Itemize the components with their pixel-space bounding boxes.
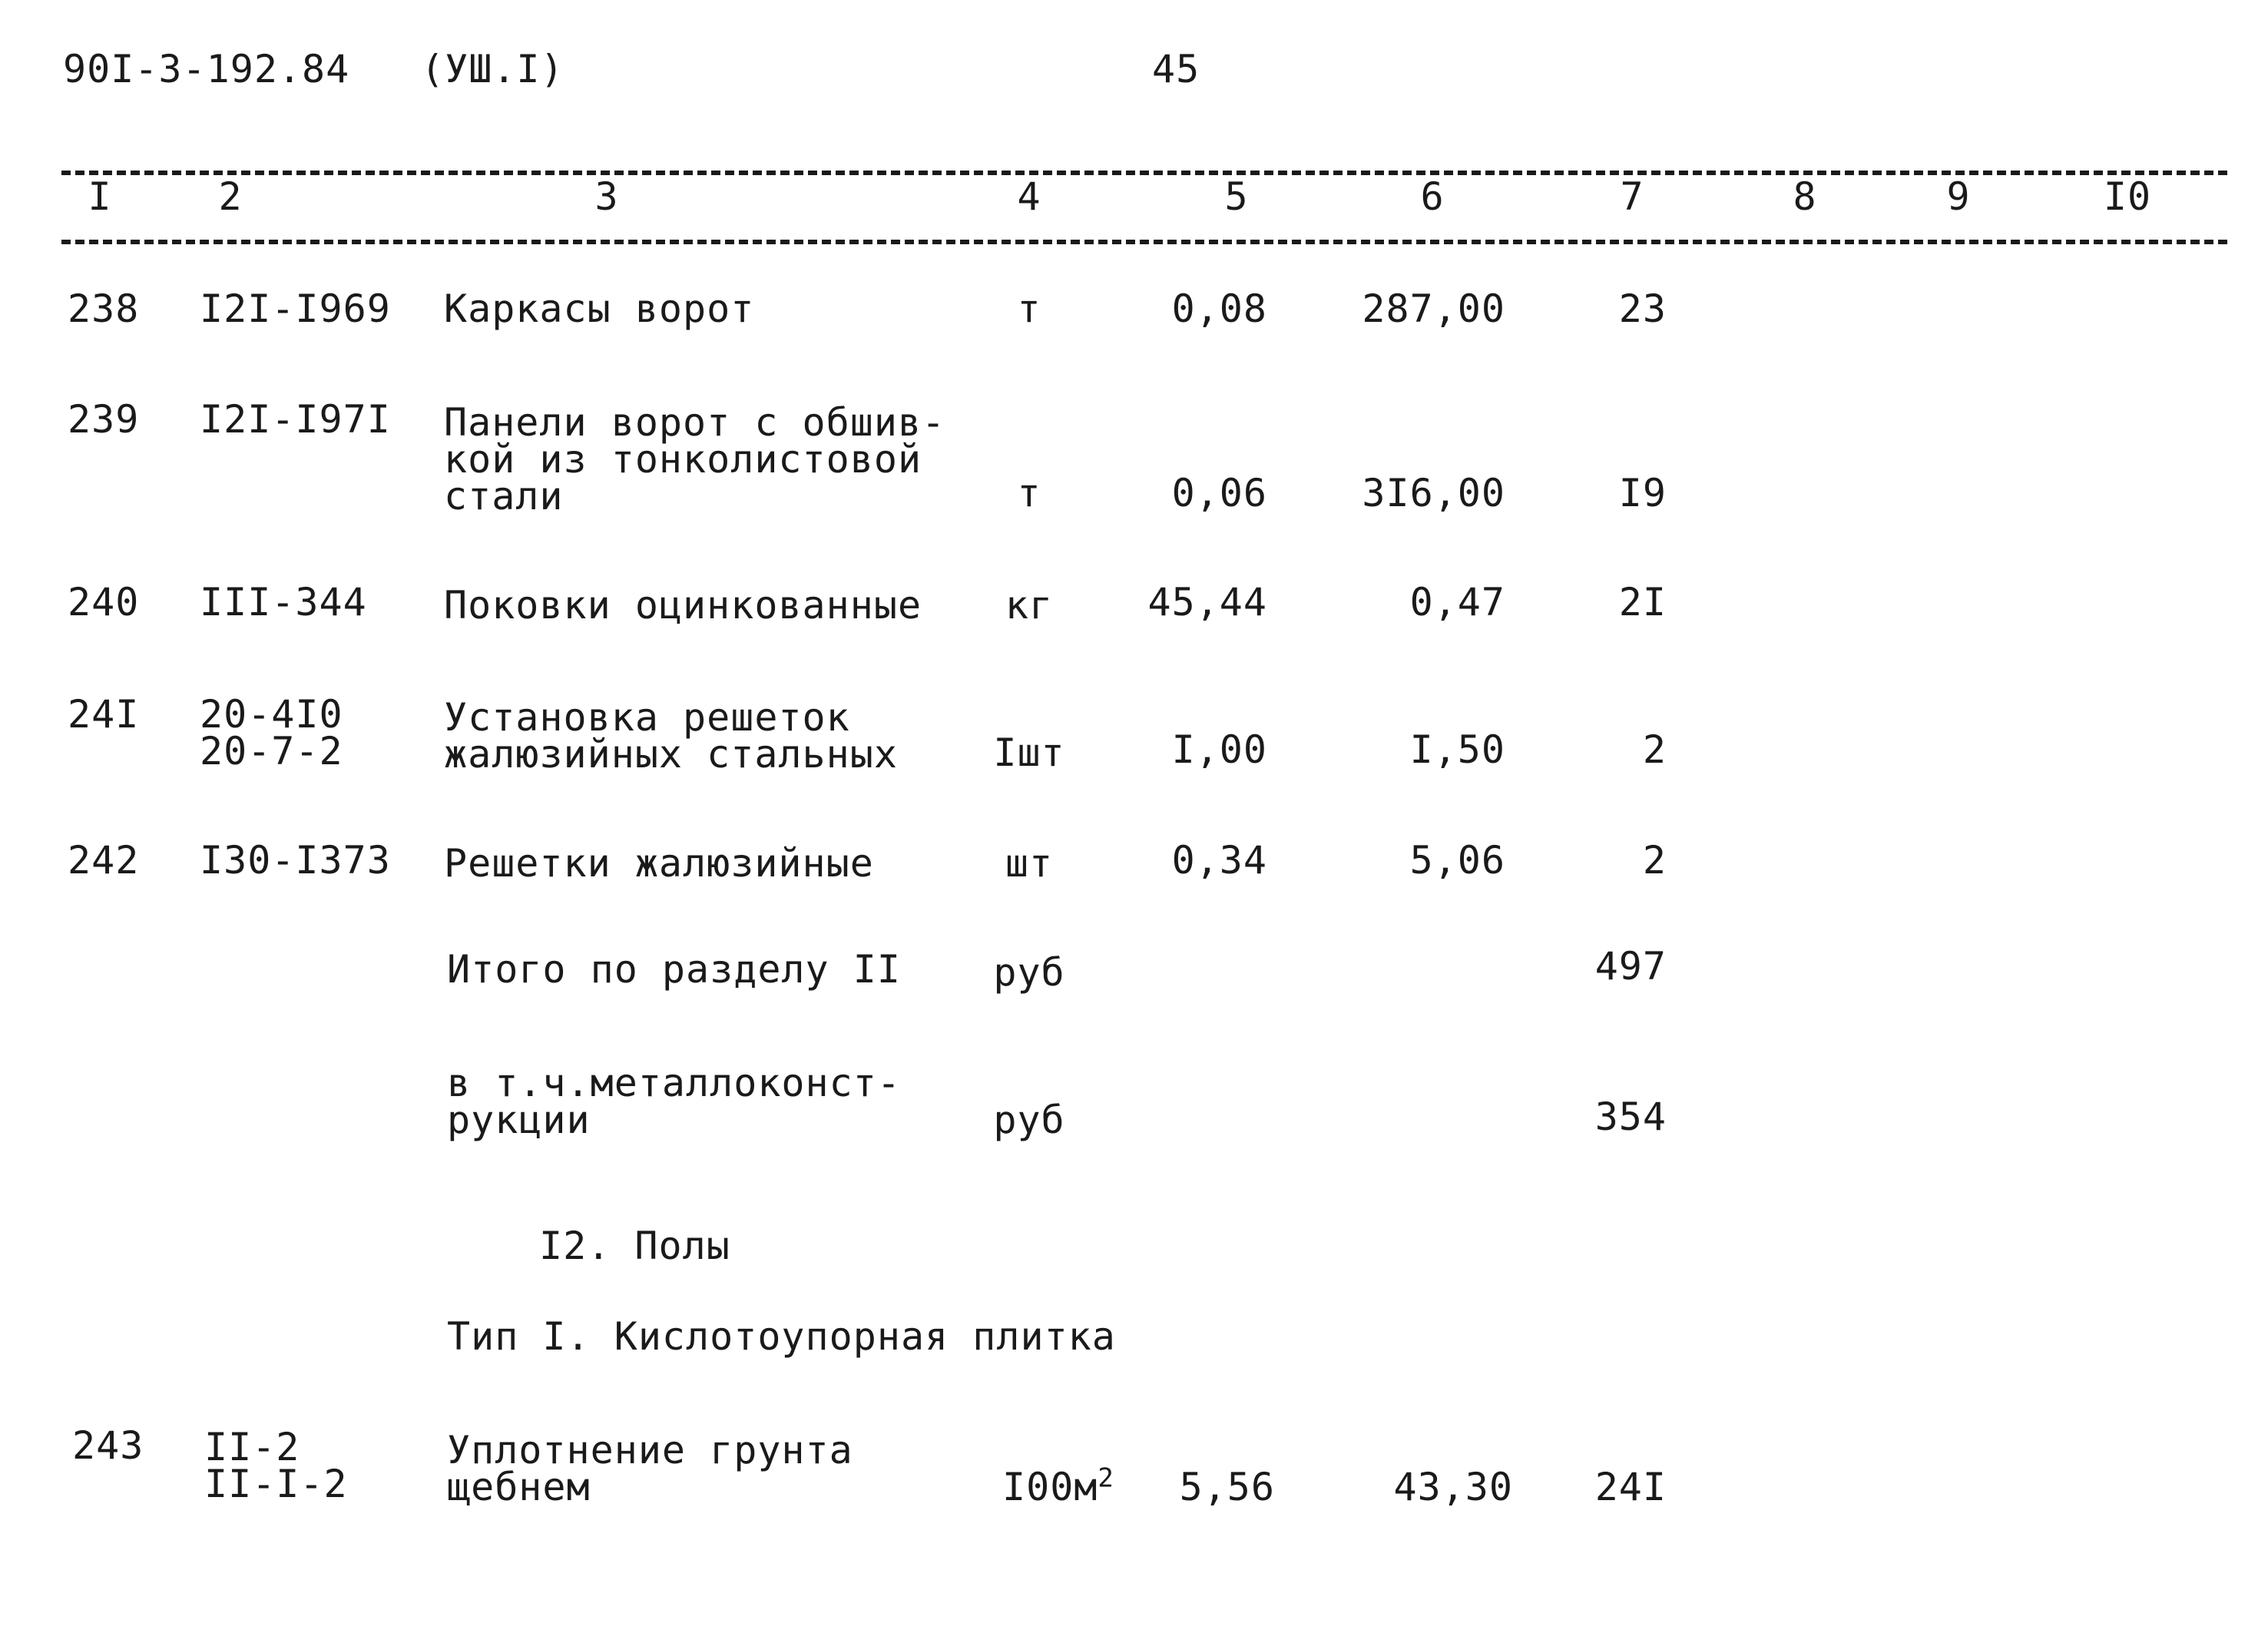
unit-price: 3I6,00 <box>1362 471 1505 515</box>
col-header-9: 9 <box>1946 174 1971 219</box>
unit-price: 5,06 <box>1409 838 1505 883</box>
item-name-line-2: щебнем <box>447 1465 591 1509</box>
col-header-10: I0 <box>2103 174 2152 219</box>
quantity: I,00 <box>1171 727 1267 772</box>
row-number: 243 <box>72 1423 144 1468</box>
unit: т <box>1017 471 1041 515</box>
row-number: 240 <box>68 580 140 624</box>
unit: Iшт <box>993 730 1065 775</box>
price-code-line-2: 20-7-2 <box>200 729 343 773</box>
price-code: III-344 <box>200 580 367 624</box>
unit: шт <box>1005 841 1054 886</box>
col-header-5: 5 <box>1224 174 1249 219</box>
item-name-line-1: Установка решеток <box>444 695 850 740</box>
item-name-line-1: Уплотнение грунта <box>447 1428 853 1472</box>
total-cost: I9 <box>1618 471 1667 515</box>
item-name-line-2: кой из тонколистовой <box>444 437 922 482</box>
col-header-1: I <box>88 174 112 219</box>
col-header-7: 7 <box>1620 174 1644 219</box>
item-name: Поковки оцинкованные <box>444 583 922 628</box>
unit-price: I,50 <box>1409 727 1505 772</box>
subtotal-label-line-2: рукции <box>447 1098 591 1142</box>
col-header-2: 2 <box>218 174 243 219</box>
unit <box>1002 1462 1114 1509</box>
total-cost: 2I <box>1618 580 1667 624</box>
item-name: Каркасы ворот <box>444 287 755 331</box>
quantity: 0,34 <box>1171 838 1267 883</box>
row-number: 242 <box>68 838 140 883</box>
unit-price: 287,00 <box>1362 287 1505 331</box>
subtotal-unit: руб <box>993 1098 1065 1142</box>
price-code-line-1: II-2 <box>204 1425 300 1469</box>
header-top-rule <box>61 171 2227 175</box>
unit-exponent: 2 <box>1098 1462 1114 1494</box>
quantity: 5,56 <box>1179 1465 1275 1509</box>
page-number: 45 <box>1152 47 1200 91</box>
subtotal-unit: руб <box>993 950 1065 995</box>
col-header-8: 8 <box>1793 174 1817 219</box>
subtotal-label-line-1: в т.ч.металлоконст- <box>447 1061 901 1105</box>
col-header-4: 4 <box>1017 174 1041 219</box>
col-header-6: 6 <box>1420 174 1445 219</box>
row-number: 238 <box>68 287 140 331</box>
total-cost: 2 <box>1642 727 1667 772</box>
quantity: 0,06 <box>1171 471 1267 515</box>
price-code: I2I-I969 <box>200 287 391 331</box>
quantity: 0,08 <box>1171 287 1267 331</box>
subtotal-label: Итого по разделу II <box>447 947 901 992</box>
item-name-line-3: стали <box>444 474 564 518</box>
unit: т <box>1017 287 1041 331</box>
header-bottom-rule <box>61 240 2227 244</box>
album-number: (УШ.I) <box>421 47 565 91</box>
quantity: 45,44 <box>1147 580 1267 624</box>
item-name-line-2: жалюзийных стальных <box>444 732 898 777</box>
price-code-line-1: 20-4I0 <box>200 692 343 737</box>
price-code: I2I-I97I <box>200 397 391 442</box>
document-code: 90I-3-192.84 <box>63 47 350 91</box>
unit-base: I00м <box>1002 1465 1098 1509</box>
subtotal-total: 354 <box>1594 1095 1667 1139</box>
unit-price: 43,30 <box>1393 1465 1513 1509</box>
total-cost: 24I <box>1594 1465 1667 1509</box>
unit-price: 0,47 <box>1409 580 1505 624</box>
price-code-line-2: II-I-2 <box>204 1462 348 1506</box>
row-number: 239 <box>68 397 140 442</box>
item-name-line-1: Панели ворот с обшив- <box>444 400 946 445</box>
unit: кг <box>1005 583 1054 628</box>
price-code: I30-I373 <box>200 838 391 883</box>
item-name: Решетки жалюзийные <box>444 841 874 886</box>
row-number: 24I <box>68 692 140 737</box>
section-title: I2. Полы <box>539 1224 730 1268</box>
col-header-3: 3 <box>594 174 619 219</box>
total-cost: 23 <box>1618 287 1667 331</box>
subtotal-total: 497 <box>1594 944 1667 989</box>
total-cost: 2 <box>1642 838 1667 883</box>
section-subtitle: Тип I. Кислотоупорная плитка <box>447 1314 1116 1359</box>
